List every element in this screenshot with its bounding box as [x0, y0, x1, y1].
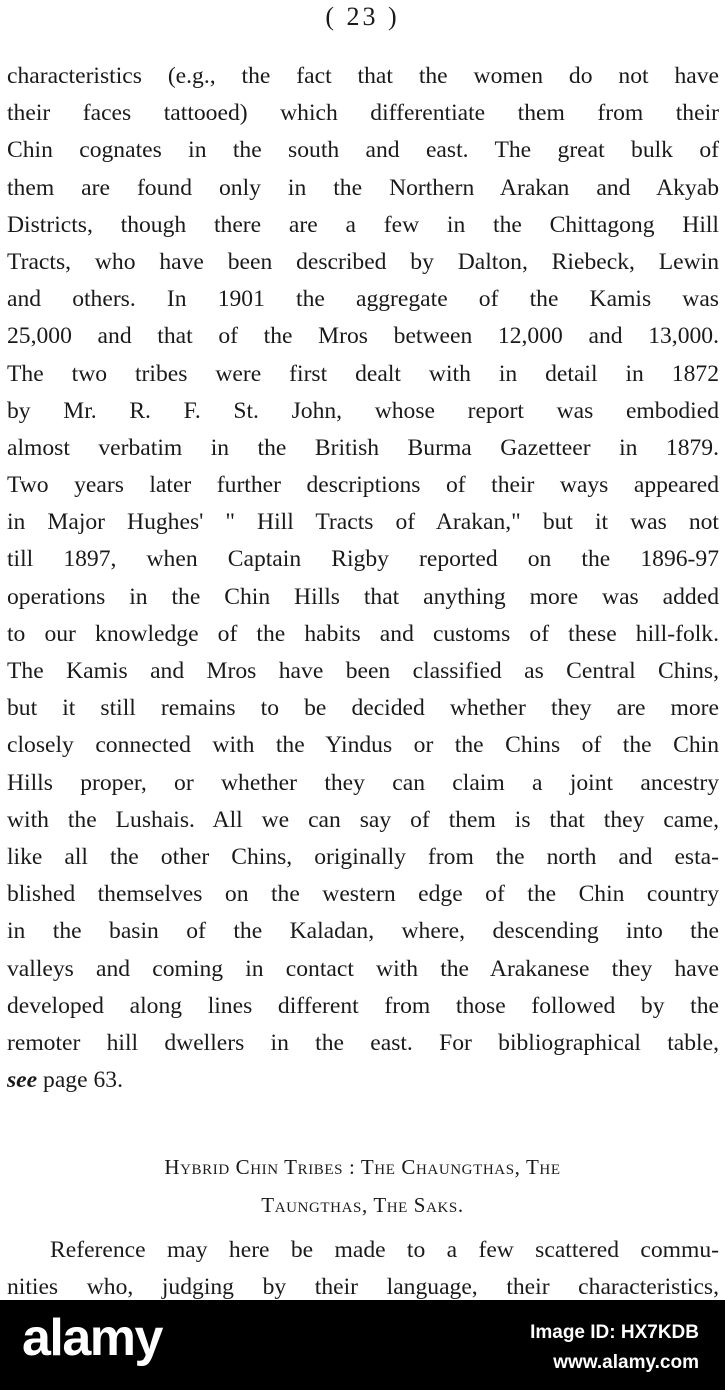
- text-line: operations in the Chin Hills that anything more was added: [7, 583, 719, 610]
- text-line: nities who, judging by their language, their characteristics,: [7, 1274, 719, 1301]
- text-line: in Major Hughes' " Hill Tracts of Arakan," but it was not: [7, 509, 719, 536]
- text-line: valleys and coming in contact with the Arakanese they have: [7, 955, 719, 982]
- text-line: Hills proper, or whether they can claim a joint ancestry: [7, 769, 719, 796]
- text-line: almost verbatim in the British Burma Gazetteer in 1879.: [7, 434, 719, 461]
- watermark-banner: [0, 1300, 725, 1390]
- alamy-logo: alamy: [22, 1309, 162, 1367]
- text-line: developed along lines different from those followed by the: [7, 992, 719, 1019]
- heading-line: Taungthas, The Saks.: [261, 1193, 464, 1217]
- text-span: page 63.: [37, 1067, 123, 1094]
- text-line: The Kamis and Mros have been classified as Central Chins,: [7, 658, 719, 684]
- italic-word: see: [7, 1067, 38, 1094]
- text-line: till 1897, when Captain Rigby reported on the 1896-97: [7, 546, 719, 573]
- text-line: with the Lushais. All we can say of them is that they came,: [7, 806, 719, 833]
- text-line: in the basin of the Kaladan, where, descending into the: [7, 918, 719, 945]
- text-line: Tracts, who have been described by Dalton, Riebeck, Lewin: [7, 248, 719, 275]
- text-line: Chin cognates in the south and east. The great bulk of: [7, 137, 719, 164]
- text-line: but it still remains to be decided whether they are more: [7, 695, 719, 722]
- text-line: Two years later further descriptions of their ways appeared: [7, 472, 719, 499]
- body-text: [7, 58, 719, 1099]
- text-line: The two tribes were first dealt with in detail in 1872: [7, 360, 719, 387]
- text-line: like all the other Chins, originally from the north and esta-: [7, 843, 719, 870]
- text-line: characteristics (e.g., the fact that the women do not have: [7, 63, 719, 89]
- section-heading: [0, 1148, 725, 1224]
- text-line: and others. In 1901 the aggregate of the Kamis was: [7, 286, 719, 313]
- text-line: to our knowledge of the habits and customs of these hill-folk.: [7, 620, 719, 647]
- text-line: their faces tattooed) which differentiate them from their: [7, 100, 719, 127]
- text-line: remoter hill dwellers in the east. For bibliographical table,: [7, 1029, 719, 1056]
- site-url: www.alamy.com: [553, 1352, 699, 1373]
- image-id: Image ID: HX7KDB: [530, 1322, 699, 1343]
- text-line: Reference may here be made to a few scattered commu-: [50, 1237, 719, 1263]
- heading-line: Hybrid Chin Tribes : The Chaungthas, The: [164, 1155, 561, 1179]
- page-number: ( 23 ): [325, 2, 400, 31]
- text-line: closely connected with the Yindus or the Chins of the Chin: [7, 732, 719, 759]
- text-line: [7, 1062, 719, 1099]
- text-line: them are found only in the Northern Arakan and Akyab: [7, 174, 719, 201]
- text-line: 25,000 and that of the Mros between 12,000 and 13,000.: [7, 323, 719, 350]
- text-line: Districts, though there are a few in the Chittagong Hill: [7, 211, 719, 238]
- text-line: by Mr. R. F. St. John, whose report was embodied: [7, 397, 719, 424]
- continuation-text: [7, 1232, 719, 1306]
- text-line: blished themselves on the western edge of the Chin country: [7, 881, 719, 908]
